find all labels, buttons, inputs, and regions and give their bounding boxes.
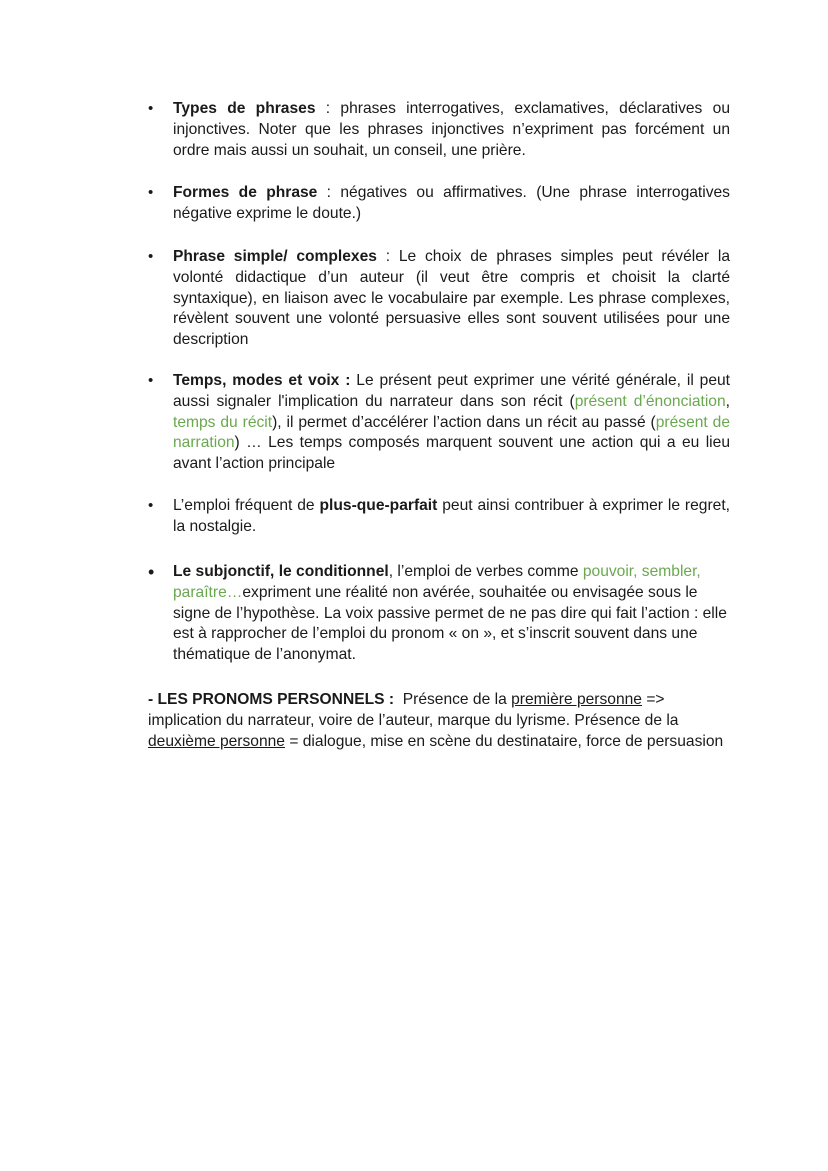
text: => implication du narrateur, voire de l’auteur, marque du lyrisme. Présence de la [148,691,679,729]
text: expriment une réalité non avérée, souhaitée ou envisagée sous le signe de l’hypothèse. La voix passive permet de ne pas dire qui fait l’action : elle est à rapprocher de l’emploi du pronom « on », et s’inscrit souvent dans une thématique de l’anonymat. [173,583,727,664]
text: ) … Les temps composés marquent souvent une action qui a eu lieu avant l’action principale [173,434,730,473]
list-item-formes-de-phrase [148,183,730,225]
highlight: pouvoir, sembler, paraître… [173,563,701,601]
description: : phrases interrogatives, exclamatives, déclaratives ou injonctives. Noter que les phrases injonctives n’expriment pas forcément un ordre mais aussi un souhait, un conseil, une prière. [173,100,730,159]
bullet-icon: • [148,372,154,389]
bullet-icon: • [148,562,155,582]
list-item-temps-modes-voix [148,371,730,475]
text: Présence de la [394,691,512,708]
text: , [725,392,730,410]
highlight: temps du récit [173,413,273,431]
text: Le présent peut exprimer une vérité générale, il peut aussi signaler l'implication du narrateur dans son récit ( [173,372,730,410]
list-item-phrase-simple-complexes [148,247,730,351]
term: Le subjonctif, le conditionnel [173,563,389,580]
term: plus-que-parfait [319,497,438,514]
pronoms-personnels-paragraph [148,690,733,752]
term: Types de phrases [173,100,316,117]
highlight: présent de narration [173,413,730,452]
text: ), il permet d’accélérer l’action dans un récit au passé ( [272,413,656,431]
highlight: présent d’énonciation [574,392,726,410]
text: L’emploi fréquent de [173,497,320,514]
text: , l’emploi de verbes comme [388,563,583,580]
description: : Le choix de phrases simples peut révéler la volonté didactique d’un auteur (il veut être compris et choisit la clarté syntaxique), en liaison avec le vocabulaire par exemple. Les phrase complexes, révèlent souvent une volonté persuasive elles sont souvent utilisées pour une description [173,248,730,349]
text: peut ainsi contribuer à exprimer le regret, la nostalgie. [173,497,731,535]
term: Phrase simple/ complexes [173,248,377,265]
bullet-icon: • [148,184,154,201]
list-item-plus-que-parfait [148,496,731,538]
bullet-icon: • [148,248,154,265]
bullet-icon: • [148,100,154,117]
bullet-icon: • [148,497,154,514]
underlined-term: première personne [511,691,642,708]
text: = dialogue, mise en scène du destinataire, force de persuasion [284,732,724,750]
section-heading: - LES PRONOMS PERSONNELS : [148,691,395,708]
description: : négatives ou affirmatives. (Une phrase interrogatives négative exprime le doute.) [173,184,730,222]
list-item-types-de-phrases [148,99,730,161]
underlined-term: deuxième personne [148,732,285,750]
list-item-subjonctif [148,562,733,666]
term: Formes de phrase [173,184,318,201]
term: Temps, modes et voix : [173,372,351,389]
